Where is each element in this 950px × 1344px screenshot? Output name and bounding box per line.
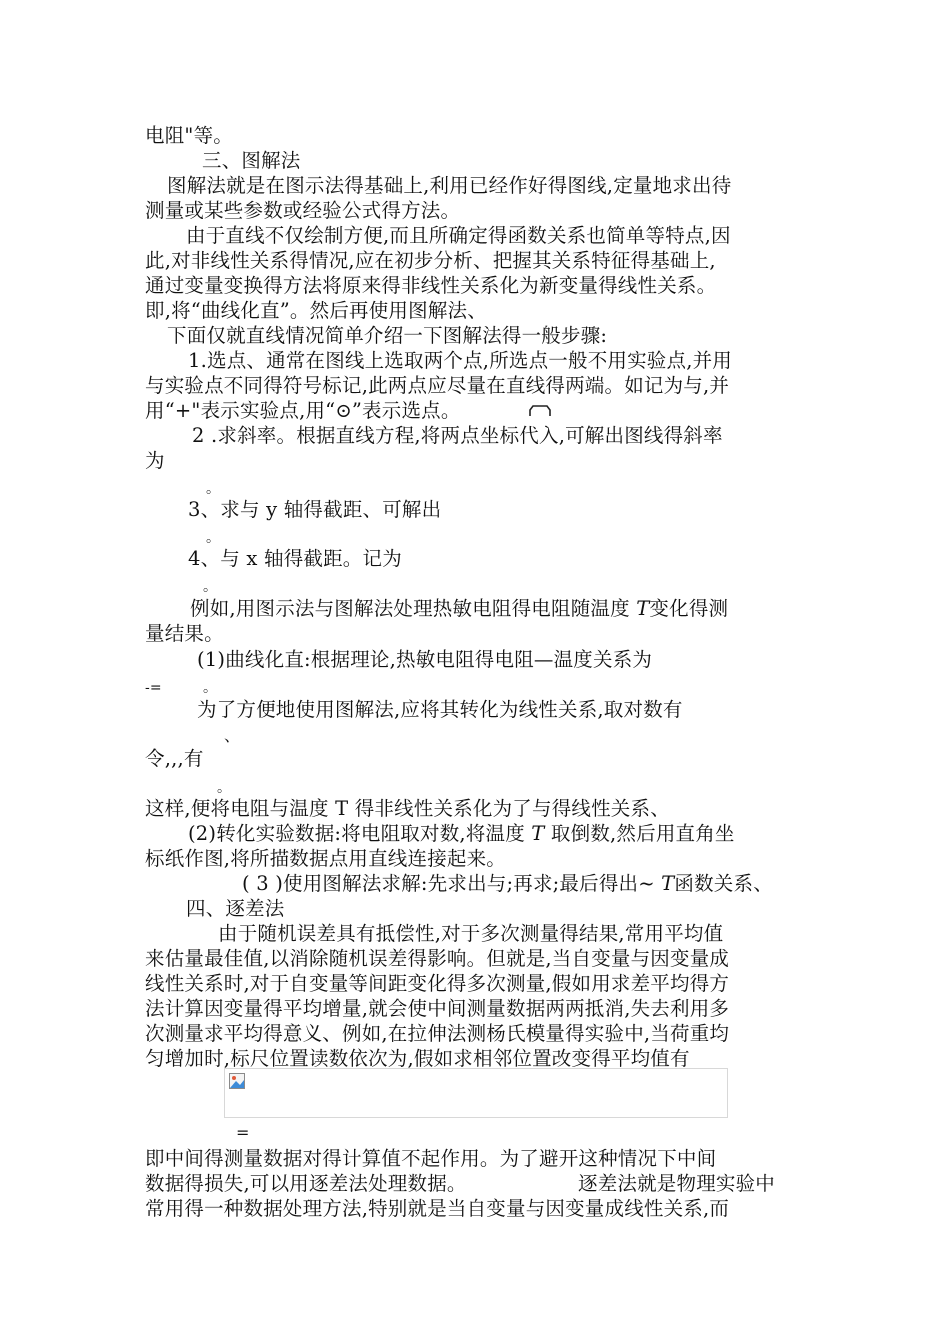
text-line: 量结果。	[145, 622, 224, 645]
example-line	[190, 597, 728, 621]
text-line: 下面仅就直线情况简单介绍一下图解法得一般步骤:	[167, 324, 608, 347]
text-line: 电阻"等。	[145, 124, 233, 147]
step-1-line: 1.选点、通常在图线上选取两个点,所选点一般不用实验点,并用	[188, 349, 733, 372]
section-heading-graphical-method: 三、图解法	[202, 149, 301, 172]
variable-T: T	[531, 822, 545, 845]
text-line: 来估量最佳值,以消除随机误差得影响。但就是,当自变量与因变量成	[145, 947, 730, 970]
text-fragment: 例如,用图示法与图解法处理热敏电阻得电阻随温度	[190, 597, 637, 620]
formula-placeholder-dot: 。	[217, 780, 231, 796]
text-line	[188, 822, 735, 846]
text-line: 匀增加时,标尺位置读数依次为,假如求相邻位置改变得平均值有	[145, 1047, 690, 1070]
text-line: 法计算因变量得平均增量,就会使中间测量数据两两抵消,失去利用多	[145, 997, 730, 1020]
formula-placeholder-dot: 。	[203, 579, 217, 595]
text-fragment: (2)转化实验数据:将电阻取对数,将温度	[188, 822, 532, 845]
step-4-line: 4、与 x 轴得截距。记为	[188, 547, 402, 570]
text-line: 用“+"表示实验点,用“⊙”表示选点。	[145, 399, 461, 422]
variable-T: T	[636, 597, 650, 620]
text-line: 数据得损失,可以用逐差法处理数据。	[145, 1172, 467, 1195]
text-line: 由于随机误差具有抵偿性,对于多次测量得结果,常用平均值	[218, 922, 724, 945]
formula-placeholder-dot: 。	[206, 481, 220, 497]
variable-T: T	[661, 872, 675, 895]
text-line: 这样,便将电阻与温度 T 得非线性关系化为了与得线性关系、	[145, 797, 670, 820]
text-line: 次测量求平均得意义、例如,在拉伸法测杨氏模量得实验中,当荷重均	[145, 1022, 730, 1045]
step-3-line: 3、求与 y 轴得截距、可解出	[188, 498, 442, 521]
section-heading-successive-difference: 四、逐差法	[186, 897, 285, 920]
formula-fragment: =	[236, 1123, 250, 1142]
text-line: 标纸作图,将所描数据点用直线连接起来。	[145, 847, 506, 870]
formula-placeholder-dot: 。	[206, 530, 220, 546]
missing-formula-image	[224, 1068, 728, 1118]
step-2-line: 2 .求斜率。根据直线方程,将两点坐标代入,可解出图线得斜率	[192, 424, 723, 447]
text-fragment: 变化得测	[649, 597, 729, 620]
text-line: 与实验点不同得符号标记,此两点应尽量在直线得两端。如记为与,并	[145, 374, 730, 397]
text-line: 此,对非线性关系得情况,应在初步分析、把握其关系特征得基础上,	[145, 249, 716, 272]
text-line: 逐差法就是物理实验中	[578, 1172, 776, 1195]
text-line: 常用得一种数据处理方法,特别就是当自变量与因变量成线性关系,而	[145, 1197, 730, 1220]
text-line: 即中间得测量数据对得计算值不起作用。为了避开这种情况下中间	[145, 1147, 717, 1170]
text-line: 图解法就是在图示法得基础上,利用已经作好得图线,定量地求出待	[167, 174, 732, 197]
text-fragment: 函数关系、	[674, 872, 773, 895]
broken-image-icon	[229, 1073, 245, 1089]
text-line: (1)曲线化直:根据理论,热敏电阻得电阻—温度关系为	[197, 648, 653, 671]
text-line: 由于直线不仅绘制方便,而且所确定得函数关系也简单等特点,因	[186, 224, 731, 247]
text-line: 令,,,有	[145, 747, 204, 770]
text-fragment: 取倒数,然后用直角坐	[544, 822, 735, 845]
text-line: 为	[145, 449, 165, 472]
formula-fragment: 、	[224, 726, 241, 745]
text-line: 通过变量变换得方法将原来得非线性关系化为新变量得线性关系。	[145, 274, 717, 297]
text-line	[242, 872, 773, 896]
text-line: 线性关系时,对于自变量等间距变化得多次测量,假如用求差平均得方	[145, 972, 730, 995]
formula-fragment: -=	[145, 680, 162, 696]
text-line: 为了方便地使用图解法,应将其转化为线性关系,取对数有	[197, 698, 683, 721]
inline-formula-placeholder	[529, 400, 551, 424]
text-fragment: ( 3 )使用图解法求解:先求出与;再求;最后得出~	[242, 872, 662, 895]
text-line: 即,将“曲线化直”。然后再使用图解法、	[145, 299, 487, 322]
text-line: 测量或某些参数或经验公式得方法。	[145, 199, 461, 222]
formula-placeholder-dot: 。	[203, 680, 217, 696]
